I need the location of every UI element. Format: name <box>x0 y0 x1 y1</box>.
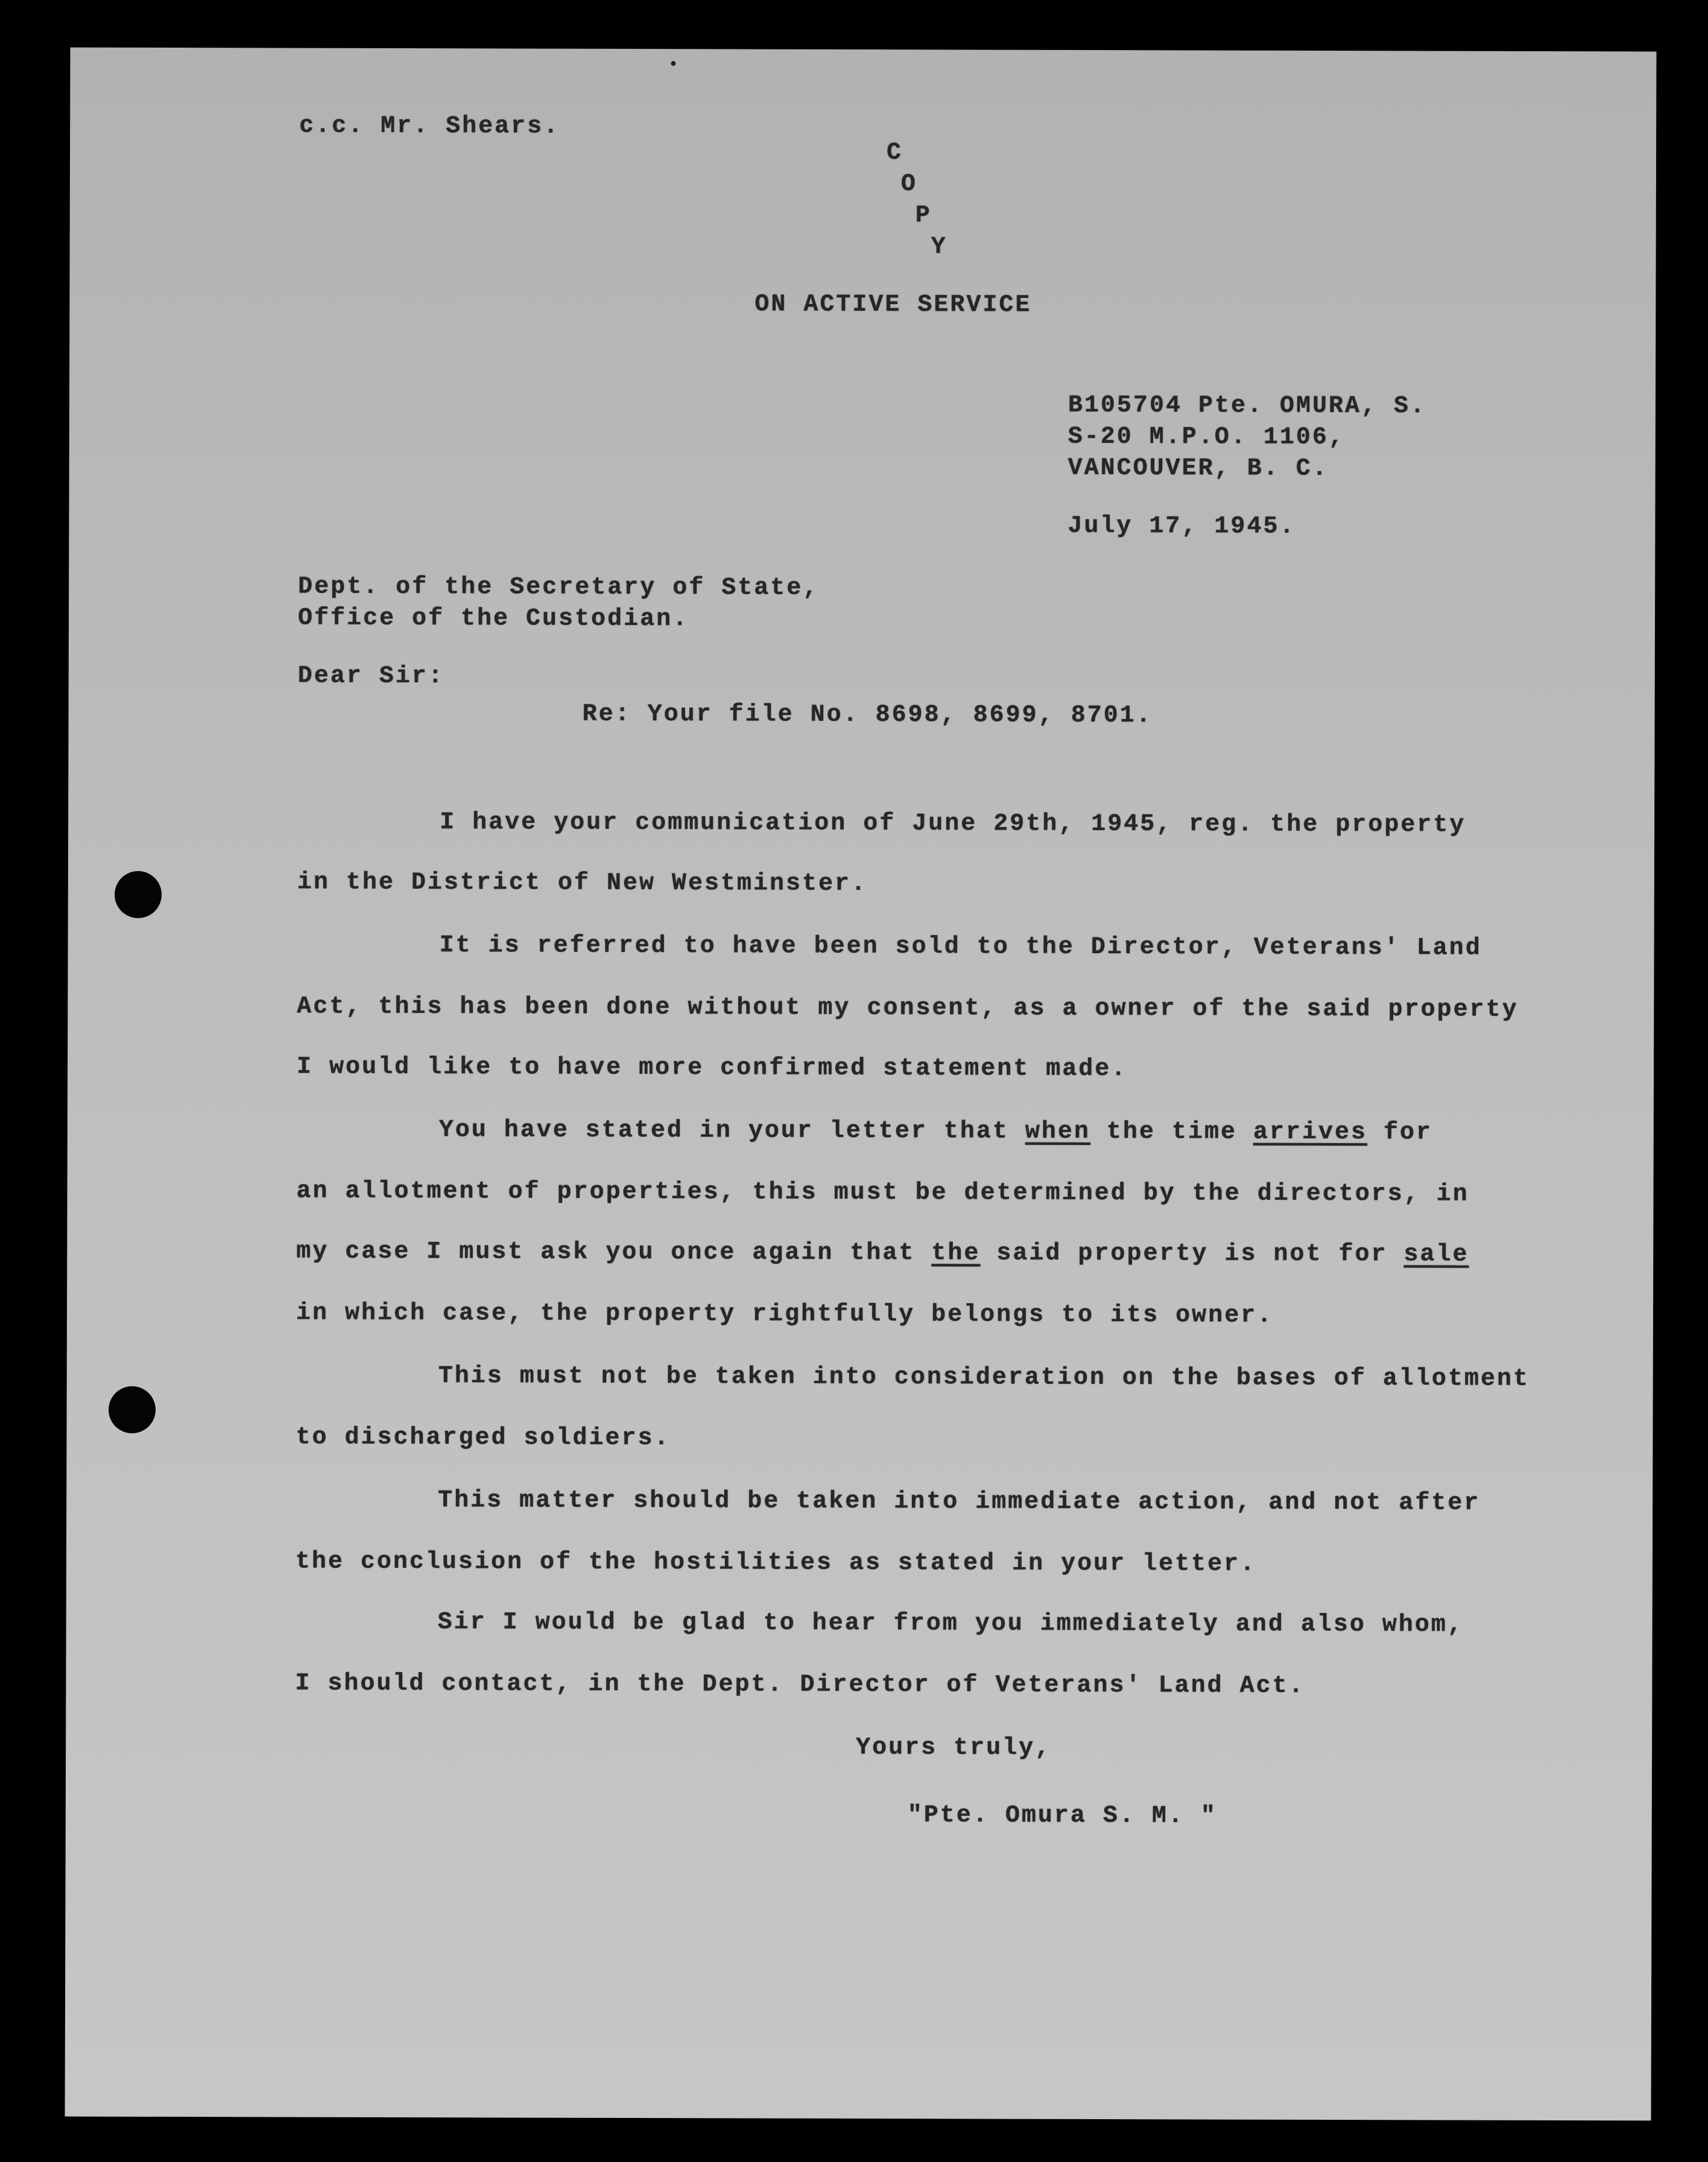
paragraph-3-line-3-part-b: said property is not for <box>980 1240 1404 1269</box>
signature: "Pte. Omura S. M. " <box>907 1802 1217 1830</box>
underlined-word-the: the <box>931 1240 981 1267</box>
paragraph-3-line-1-part-c: for <box>1367 1119 1433 1147</box>
underlined-word-sale: sale <box>1403 1241 1469 1269</box>
closing: Yours truly, <box>856 1734 1052 1762</box>
copy-letter-p: P <box>915 202 932 230</box>
paragraph-5-line-1: This matter should be taken into immediate action, and not after <box>438 1487 1481 1517</box>
paragraph-2-line-3: I would like to have more confirmed statement made. <box>297 1053 1128 1083</box>
paragraph-3-line-1-part-b: the time <box>1090 1118 1254 1146</box>
recipient-line-2: Office of the Custodian. <box>297 604 689 633</box>
paragraph-1-line-2: in the District of New Westminster. <box>297 869 868 898</box>
paragraph-4-line-1: This must not be taken into consideration on the bases of allotment <box>438 1363 1530 1393</box>
ink-speck <box>671 61 675 66</box>
reference-line: Re: Your file No. 8698, 8699, 8701. <box>582 700 1153 730</box>
salutation: Dear Sir: <box>297 662 444 691</box>
sender-line-2: S-20 M.P.O. 1106, <box>1068 423 1345 452</box>
paragraph-3-line-4: in which case, the property rightfully belongs to its owner. <box>296 1299 1274 1330</box>
cc-line: c.c. Mr. Shears. <box>299 112 560 141</box>
paragraph-2-line-2: Act, this has been done without my consent, as a owner of the said property <box>297 993 1519 1024</box>
paragraph-2-line-1: It is referred to have been sold to the Director, Veterans' Land <box>439 932 1482 962</box>
letter-date: July 17, 1945. <box>1068 512 1296 540</box>
paragraph-6-line-1: Sir I would be glad to hear from you immediately and also whom, <box>437 1609 1464 1639</box>
sender-line-1: B105704 Pte. OMURA, S. <box>1068 392 1427 420</box>
document-page <box>65 48 1657 2121</box>
sender-line-3: VANCOUVER, B. C. <box>1068 454 1329 483</box>
paragraph-4-line-2: to discharged soldiers. <box>296 1424 671 1453</box>
copy-letter-y: Y <box>931 233 947 261</box>
heading: ON ACTIVE SERVICE <box>754 291 1032 319</box>
paragraph-1-line-1: I have your communication of June 29th, 1945, reg. the property <box>440 809 1466 839</box>
paragraph-3-line-3-part-a: my case I must ask you once again that <box>296 1238 932 1267</box>
punch-hole-top <box>115 871 162 918</box>
paragraph-3-line-1 <box>439 1116 1432 1147</box>
copy-letter-o: O <box>900 171 917 198</box>
punch-hole-bottom <box>109 1386 156 1433</box>
paragraph-6-line-2: I should contact, in the Dept. Director of Veterans' Land Act. <box>295 1670 1305 1700</box>
recipient-line-1: Dept. of the Secretary of State, <box>298 573 820 602</box>
paragraph-3-line-2: an allotment of properties, this must be determined by the directors, in <box>296 1178 1469 1208</box>
copy-letter-c: C <box>886 139 903 167</box>
paragraph-5-line-2: the conclusion of the hostilities as stated in your letter. <box>295 1548 1257 1578</box>
paragraph-3-line-3 <box>296 1238 1469 1270</box>
underlined-word-arrives: arrives <box>1253 1118 1368 1147</box>
underlined-word-when: when <box>1025 1118 1091 1146</box>
paragraph-3-line-1-part-a: You have stated in your letter that <box>438 1117 1025 1146</box>
